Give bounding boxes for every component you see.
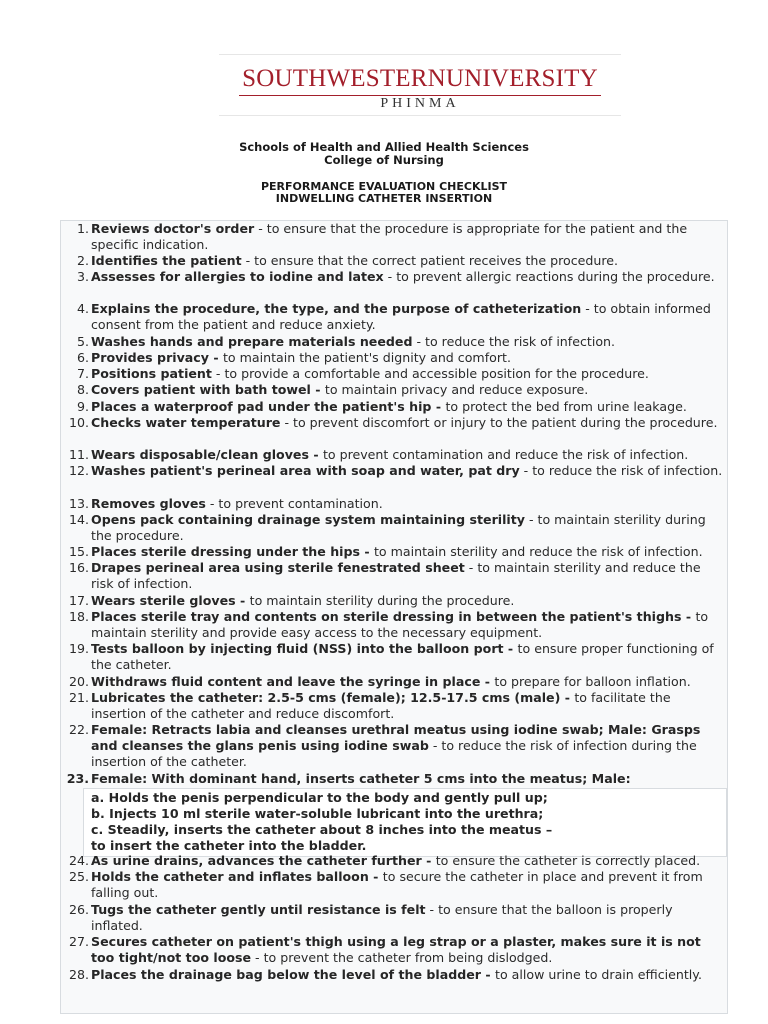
- document-title: PERFORMANCE EVALUATION CHECKLIST: [260, 180, 508, 193]
- university-logo: SOUTHWESTERNUNIVERSITY: [242, 65, 598, 92]
- document-subtitle: INDWELLING CATHETER INSERTION: [275, 192, 493, 205]
- item-23-substeps: [83, 788, 727, 857]
- substep-line: a. Holds the penis perpendicular to the body and gently pull up;: [91, 790, 548, 805]
- school-name: Schools of Health and Allied Health Sciences: [239, 140, 529, 154]
- college-name: College of Nursing: [324, 153, 444, 167]
- substep-line: b. Injects 10 ml sterile water-soluble lubricant into the urethra;: [91, 806, 544, 821]
- substep-line: c. Steadily, inserts the catheter about 8 inches into the meatus –: [91, 822, 553, 837]
- university-logo-subtitle: PHINMA: [380, 96, 460, 111]
- university-header: [219, 54, 621, 116]
- substep-line: to insert the catheter into the bladder.: [91, 838, 367, 853]
- checklist: 1. Reviews doctor's order - to ensure that the procedure is appropriate for the patient and the specific indication. 2. Identifies the patient - to ensure that the correct patient receives the procedure. 3. Assesses for allergies to iodine and latex - to prevent allergic reactions during the procedure. 4. Explains the procedure, the type, and the purpose of catheterization - to obtain informed consent from the patient and reduce anxiety. 5. Washes hands and prepare materials needed - to reduce the risk of infection. 6. Provides privacy - to maintain the patient's dignity and comfort. 7. Positions patient - to provide a comfortable and accessible position for the procedure. 8. Covers patient with bath towel - to maintain privacy and reduce exposure. 9. Places a waterproof pad under the patient's hip - to protect the bed from urine leakage. 10. Checks water temperature - to prevent discomfort or injury to the patient during the procedure. 11. Wears disposable/clean gloves - to prevent contamination and reduce the risk of infection. 12. Washes patient's perineal area with soap and water, pat dry - to reduce the risk of infection. 13. Removes gloves - to prevent contamination. 14. Opens pack containing drainage system maintaining sterility - to maintain sterility during the procedure. 15. Places sterile dressing under the hips - to maintain sterility and reduce the risk of infection. 16. Drapes perineal area using sterile fenestrated sheet - to maintain sterility and reduce the risk of infection. 17. Wears sterile gloves - to maintain sterility during the procedure. 18. Places sterile tray and contents on sterile dressing in between the patient's thighs - to maintain sterility and provide easy access to the necessary equipment. 19. Tests balloon by injecting fluid (NSS) into the balloon port - to ensure proper functioning of the catheter. 20. Withdraws fluid content and leave the syringe in place - to prepare for balloon inflation. 21. Lubricates the catheter: 2.5-5 cms (female); 12.5-17.5 cms (male) - to facilitate the insertion of the catheter and reduce discomfort. 22. Female: Retracts labia and cleanses urethral meatus using iodine swab; Male: Grasps and cleanses the glans penis using iodine swab - to reduce the risk of infection during the insertion of the catheter. 23. Female: With dominant hand, inserts catheter 5 cms into the meatus; Male: a. Holds the penis perpendicular to the body and gently pull up; b. Injects 10 ml sterile water-soluble lubricant into the urethra; c. Steadily, inserts the catheter about 8 inches into the meatus – to insert the catheter into the bladder. 24. As urine drains, advances the catheter further - to ensure the catheter is correctly placed. 25. Holds the catheter and inflates balloon - to secure the catheter in place and prevent it from falling out. 26. Tugs the catheter gently until resistance is felt - to ensure that the balloon is properly inflated. 27. Secures catheter on patient's thigh using a leg strap or a plaster, makes sure it is not too tight/not too loose - to prevent the catheter from being dislodged. 28. Places the drainage bag below the level of the bladder - to allow urine to drain efficiently.: [60, 220, 728, 1014]
